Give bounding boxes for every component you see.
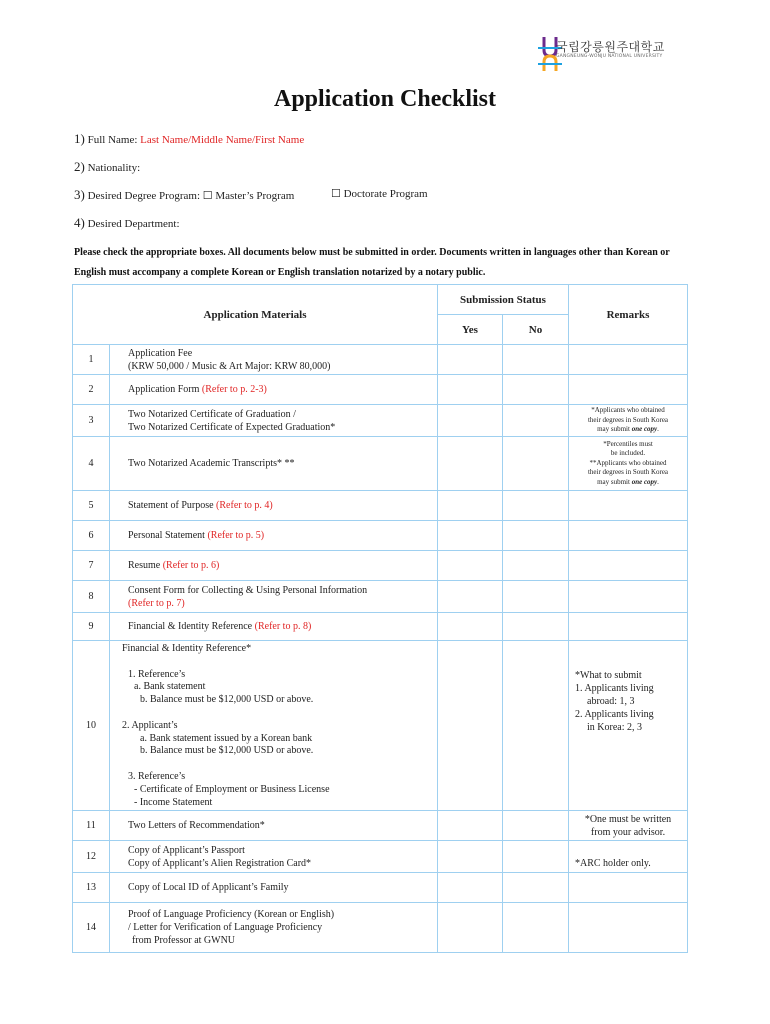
remarks-cell <box>569 491 688 521</box>
material-line: - Income Statement <box>134 796 213 808</box>
logo-korean-text: 국립강릉원주대학교 <box>556 40 665 54</box>
yes-checkbox-cell[interactable] <box>438 641 503 811</box>
field-label: Desired Degree Program: <box>87 190 200 202</box>
field-number: 1) <box>74 131 85 146</box>
logo-english-text: GANGNEUNG-WONJU NATIONAL UNIVERSITY <box>556 54 663 59</box>
row-number: 5 <box>73 491 110 521</box>
yes-checkbox-cell[interactable] <box>438 811 503 841</box>
material-line: Personal Statement <box>128 530 205 541</box>
material-line: Two Notarized Certificate of Graduation / <box>128 408 296 420</box>
row-number: 12 <box>73 841 110 873</box>
remarks-cell: *Applicants who obtained their degrees in South Korea may submit one copy. <box>569 405 688 437</box>
refer-page-note: (Refer to p. 5) <box>207 530 265 541</box>
field-number: 2) <box>74 159 85 174</box>
material-line: from Professor at GWNU <box>132 935 236 946</box>
row-number: 10 <box>73 641 110 811</box>
doctorate-checkbox[interactable]: ☐ Doctorate Program <box>331 188 428 200</box>
remarks-cell <box>569 811 688 841</box>
material-line: a. Bank statement issued by a Korean bank <box>140 732 313 744</box>
row-number: 8 <box>73 581 110 613</box>
table-row <box>73 491 688 521</box>
remark-line: from your advisor. <box>590 826 666 838</box>
row-number: 2 <box>73 375 110 405</box>
no-checkbox-cell[interactable] <box>503 613 569 641</box>
field-number: 4) <box>74 215 85 230</box>
remarks-cell <box>569 581 688 613</box>
yes-checkbox-cell[interactable] <box>438 521 503 551</box>
field-label: Full Name: <box>87 134 138 146</box>
table-row <box>73 811 688 841</box>
material-line: 1. Reference’s <box>128 668 186 680</box>
material-line: a. Bank statement <box>134 681 206 693</box>
material-cell <box>110 345 438 375</box>
remark-line: *Applicants who obtained <box>591 406 665 415</box>
table-row <box>73 551 688 581</box>
field-label: Desired Department: <box>87 218 180 230</box>
row-number: 6 <box>73 521 110 551</box>
row-number: 4 <box>73 437 110 491</box>
material-line: Two Letters of Recommendation* <box>128 820 265 831</box>
remark-line: abroad: 1, 3 <box>587 696 635 707</box>
material-line: Application Form <box>128 384 200 395</box>
yes-checkbox-cell[interactable] <box>438 345 503 375</box>
row-number: 1 <box>73 345 110 375</box>
no-checkbox-cell[interactable] <box>503 841 569 873</box>
degree-program-field <box>74 187 294 203</box>
material-line: Copy of Local ID of Applicant’s Family <box>128 882 289 893</box>
table-row <box>73 345 688 375</box>
material-line: Application Fee <box>128 347 193 359</box>
remark-line: in Korea: 2, 3 <box>587 722 642 733</box>
table-row <box>73 841 688 873</box>
material-line: / Letter for Verification of Language Proficiency <box>128 922 323 933</box>
material-line: (KRW 50,000 / Music & Art Major: KRW 80,000) <box>128 360 331 372</box>
yes-checkbox-cell[interactable] <box>438 903 503 953</box>
remarks-cell <box>569 613 688 641</box>
header-remarks: Remarks <box>569 285 688 345</box>
page-title: Application Checklist <box>273 86 497 112</box>
header-status: Submission Status <box>438 285 569 315</box>
header-no: No <box>503 315 569 345</box>
remark-line: may submit <box>597 425 630 434</box>
yes-checkbox-cell[interactable] <box>438 551 503 581</box>
refer-page-note: (Refer to p. 7) <box>128 597 185 609</box>
material-line: Financial & Identity Reference <box>128 621 253 632</box>
no-checkbox-cell[interactable] <box>503 903 569 953</box>
material-cell <box>110 491 438 521</box>
material-cell <box>110 405 438 437</box>
row-number: 7 <box>73 551 110 581</box>
yes-checkbox-cell[interactable] <box>438 841 503 873</box>
header-materials: Application Materials <box>73 285 438 345</box>
masters-checkbox[interactable]: ☐ Master’s Program <box>202 190 295 202</box>
table-row <box>73 641 688 811</box>
yes-checkbox-cell[interactable] <box>438 613 503 641</box>
material-line: Statement of Purpose <box>128 500 214 511</box>
row-number: 9 <box>73 613 110 641</box>
refer-page-note: (Refer to p. 8) <box>254 621 312 632</box>
material-cell <box>110 375 438 405</box>
yes-checkbox-cell[interactable] <box>438 581 503 613</box>
checklist-table <box>72 284 688 953</box>
no-checkbox-cell[interactable] <box>503 581 569 613</box>
material-line: b. Balance must be $12,000 USD or above. <box>140 745 314 757</box>
material-line: Financial & Identity Reference* <box>122 643 252 654</box>
remark-line: 2. Applicants living <box>575 709 654 720</box>
material-line: Two Notarized Academic Transcripts* ** <box>128 458 295 469</box>
remarks-cell <box>569 873 688 903</box>
full-name-field[interactable] <box>74 131 304 147</box>
material-line: Consent Form for Collecting & Using Personal Information <box>128 584 368 596</box>
yes-checkbox-cell[interactable] <box>438 873 503 903</box>
remark-emphasis: one copy <box>631 425 658 434</box>
table-row <box>73 521 688 551</box>
material-line: Proof of Language Proficiency (Korean or English) <box>128 909 335 920</box>
remark-line: *ARC holder only. <box>575 858 651 869</box>
refer-page-note: (Refer to p. 2-3) <box>201 384 267 395</box>
no-checkbox-cell[interactable] <box>503 641 569 811</box>
material-cell <box>110 641 438 811</box>
yes-checkbox-cell[interactable] <box>438 491 503 521</box>
yes-checkbox-cell[interactable] <box>438 405 503 437</box>
department-field[interactable] <box>74 215 180 231</box>
no-checkbox-cell[interactable] <box>503 811 569 841</box>
material-cell <box>110 613 438 641</box>
full-name-hint: Last Name/Middle Name/First Name <box>140 134 305 146</box>
header-yes: Yes <box>438 315 503 345</box>
remark-line: be included. <box>610 449 646 458</box>
remarks-cell <box>569 375 688 405</box>
material-cell <box>110 873 438 903</box>
material-line: Resume <box>128 560 161 571</box>
material-cell <box>110 811 438 841</box>
material-cell <box>110 841 438 873</box>
material-cell <box>110 521 438 551</box>
remarks-cell: *Percentiles must be included. **Applicants who obtained their degrees in South Korea may submit one copy. <box>569 437 688 491</box>
remark-line: 1. Applicants living <box>575 683 654 694</box>
material-line: - Certificate of Employment or Business License <box>134 783 330 795</box>
refer-page-note: (Refer to p. 6) <box>162 560 220 571</box>
material-cell <box>110 581 438 613</box>
table-row <box>73 613 688 641</box>
material-cell <box>110 437 438 491</box>
table-row <box>73 437 688 491</box>
remark-line: *One must be written <box>584 813 672 825</box>
remark-emphasis: one copy <box>631 477 658 486</box>
table-row <box>73 903 688 953</box>
yes-checkbox-cell[interactable] <box>438 375 503 405</box>
instructions-notice: Please check the appropriate boxes. All documents below must be submitted in order. Documents written in languages other than Korean or English must accompany a complete Korean or English translation notarized by a notary public. <box>74 247 670 278</box>
no-checkbox-cell[interactable] <box>503 405 569 437</box>
material-line: Copy of Applicant’s Passport <box>128 844 245 856</box>
material-cell <box>110 551 438 581</box>
refer-page-note: (Refer to p. 4) <box>216 500 273 511</box>
table-row <box>73 405 688 437</box>
field-number: 3) <box>74 187 85 202</box>
no-checkbox-cell[interactable] <box>503 521 569 551</box>
remark-line: *What to submit <box>575 670 642 681</box>
row-number: 14 <box>73 903 110 953</box>
remark-line: their degrees in South Korea <box>587 468 669 477</box>
nationality-field[interactable] <box>74 159 140 175</box>
row-number: 13 <box>73 873 110 903</box>
no-checkbox-cell[interactable] <box>503 345 569 375</box>
remarks-cell <box>569 641 688 811</box>
no-checkbox-cell[interactable] <box>503 375 569 405</box>
no-checkbox-cell[interactable] <box>503 873 569 903</box>
remark-line: **Applicants who obtained <box>589 458 667 467</box>
material-line: Copy of Applicant’s Alien Registration Card* <box>128 857 312 869</box>
remarks-cell <box>569 903 688 953</box>
remarks-cell <box>569 345 688 375</box>
field-label: Nationality: <box>87 162 141 174</box>
remarks-cell <box>569 841 688 873</box>
remark-line: may submit <box>597 477 630 486</box>
row-number: 11 <box>73 811 110 841</box>
material-line: b. Balance must be $12,000 USD or above. <box>140 694 314 706</box>
remark-line: their degrees in South Korea <box>587 415 669 424</box>
no-checkbox-cell[interactable] <box>503 437 569 491</box>
table-row <box>73 581 688 613</box>
material-line: Two Notarized Certificate of Expected Graduation* <box>128 421 336 433</box>
yes-checkbox-cell[interactable] <box>438 437 503 491</box>
material-line: 2. Applicant’s <box>122 719 178 731</box>
table-row <box>73 873 688 903</box>
no-checkbox-cell[interactable] <box>503 491 569 521</box>
material-cell <box>110 903 438 953</box>
table-row <box>73 375 688 405</box>
row-number: 3 <box>73 405 110 437</box>
remarks-cell <box>569 551 688 581</box>
remark-line: *Percentiles must <box>603 439 653 448</box>
material-line: 3. Reference’s <box>128 770 186 782</box>
no-checkbox-cell[interactable] <box>503 551 569 581</box>
remarks-cell <box>569 521 688 551</box>
